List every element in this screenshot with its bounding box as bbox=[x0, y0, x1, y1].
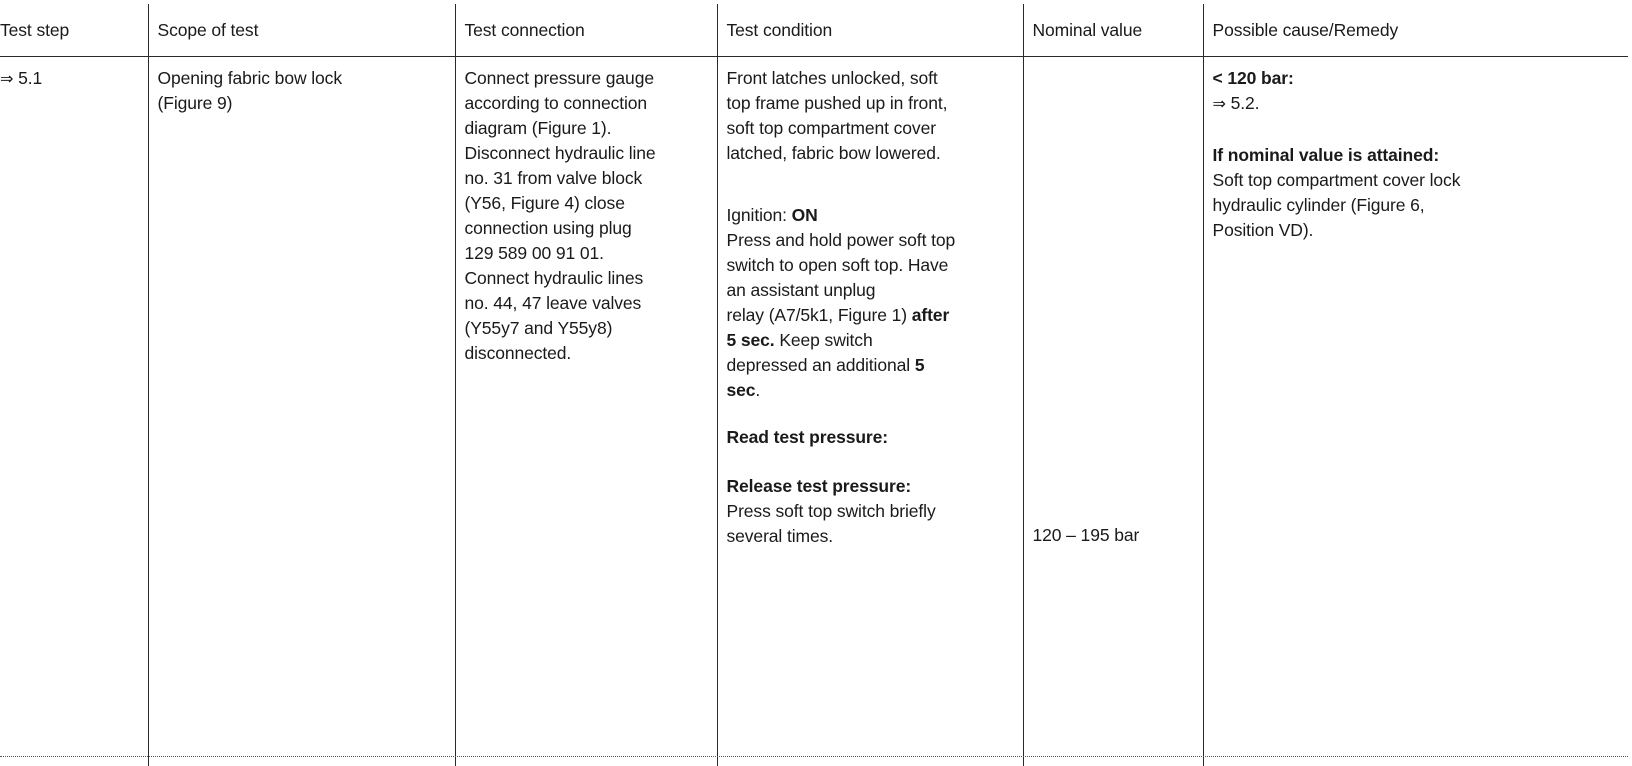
condition-line: soft top compartment cover bbox=[727, 116, 1013, 141]
period: . bbox=[755, 380, 760, 400]
nominal-value: 120 – 195 bar bbox=[1033, 523, 1193, 548]
ignition-line bbox=[727, 203, 1013, 228]
remedy-line: Position VD). bbox=[1213, 218, 1619, 243]
depressed-line bbox=[727, 353, 1013, 378]
spacer bbox=[727, 191, 1013, 203]
connection-line: (Y55y7 and Y55y8) bbox=[465, 316, 707, 341]
low-action-text: 5.2. bbox=[1226, 93, 1260, 113]
scope-line: Opening fabric bow lock bbox=[158, 66, 445, 91]
low-pressure-action bbox=[1213, 91, 1619, 116]
low-pressure-text: < 120 bar: bbox=[1213, 68, 1294, 88]
condition-line: several times. bbox=[727, 524, 1013, 549]
cell-nominal-value bbox=[1023, 57, 1203, 766]
connection-line: Connect pressure gauge bbox=[465, 66, 707, 91]
condition-line: Front latches unlocked, soft bbox=[727, 66, 1013, 91]
connection-line: Disconnect hydraulic line bbox=[465, 141, 707, 166]
connection-line: no. 44, 47 leave valves bbox=[465, 291, 707, 316]
connection-line: connection using plug bbox=[465, 216, 707, 241]
release-label bbox=[727, 474, 1013, 499]
spacer bbox=[727, 450, 1013, 474]
condition-line: top frame pushed up in front, bbox=[727, 91, 1013, 116]
spacer bbox=[1213, 116, 1619, 143]
ignition-value: ON bbox=[792, 205, 818, 225]
test-table bbox=[0, 4, 1628, 766]
condition-line: an assistant unplug bbox=[727, 278, 1013, 303]
attained-text: If nominal value is attained: bbox=[1213, 145, 1440, 165]
remedy-line: Soft top compartment cover lock bbox=[1213, 168, 1619, 193]
header-scope-of-test: Scope of test bbox=[148, 4, 455, 57]
step-number: 5.1 bbox=[18, 68, 42, 88]
connection-line: according to connection bbox=[465, 91, 707, 116]
connection-line: no. 31 from valve block bbox=[465, 166, 707, 191]
header-row bbox=[0, 4, 1628, 57]
header-test-connection: Test connection bbox=[455, 4, 717, 57]
cell-test-step bbox=[0, 57, 148, 766]
connection-line: 129 589 00 91 01. bbox=[465, 241, 707, 266]
cell-scope-of-test bbox=[148, 57, 455, 766]
read-pressure-label: Read test pressure: bbox=[727, 427, 889, 447]
five-label: 5 bbox=[915, 355, 925, 375]
condition-line: Press soft top switch briefly bbox=[727, 499, 1013, 524]
read-label bbox=[727, 425, 1013, 450]
relay-text: relay (A7/5k1, Figure 1) bbox=[727, 305, 912, 325]
header-test-condition: Test condition bbox=[717, 4, 1023, 57]
release-pressure-label: Release test pressure: bbox=[727, 476, 912, 496]
nominal-spacer bbox=[1033, 66, 1193, 523]
five-sec-label: 5 sec. bbox=[727, 330, 775, 350]
arrow-right-icon: ⇒ bbox=[0, 69, 13, 88]
header-test-step: Test step bbox=[0, 4, 148, 57]
connection-line: disconnected. bbox=[465, 341, 707, 366]
sec-label: sec bbox=[727, 380, 756, 400]
after-label: after bbox=[912, 305, 949, 325]
header-nominal-value: Nominal value bbox=[1023, 4, 1203, 57]
keep-line bbox=[727, 328, 1013, 353]
connection-line: diagram (Figure 1). bbox=[465, 116, 707, 141]
spacer bbox=[727, 166, 1013, 191]
depressed-text: depressed an additional bbox=[727, 355, 915, 375]
spacer bbox=[727, 403, 1013, 425]
connection-line: (Y56, Figure 4) close bbox=[465, 191, 707, 216]
keep-text: Keep switch bbox=[775, 330, 873, 350]
connection-line: Connect hydraulic lines bbox=[465, 266, 707, 291]
ignition-label: Ignition: bbox=[727, 205, 792, 225]
scope-line: (Figure 9) bbox=[158, 91, 445, 116]
header-possible-cause-remedy: Possible cause/Remedy bbox=[1203, 4, 1628, 57]
attained-label bbox=[1213, 143, 1619, 168]
cell-possible-cause-remedy bbox=[1203, 57, 1628, 766]
cell-test-connection bbox=[455, 57, 717, 766]
table-row bbox=[0, 57, 1628, 766]
relay-line bbox=[727, 303, 1013, 328]
arrow-right-icon: ⇒ bbox=[1213, 94, 1226, 113]
condition-line: latched, fabric bow lowered. bbox=[727, 141, 1013, 166]
bottom-rule bbox=[0, 756, 1628, 757]
remedy-line: hydraulic cylinder (Figure 6, bbox=[1213, 193, 1619, 218]
low-pressure-label bbox=[1213, 66, 1619, 91]
sec-line bbox=[727, 378, 1013, 403]
cell-test-condition bbox=[717, 57, 1023, 766]
condition-line: Press and hold power soft top bbox=[727, 228, 1013, 253]
condition-line: switch to open soft top. Have bbox=[727, 253, 1013, 278]
